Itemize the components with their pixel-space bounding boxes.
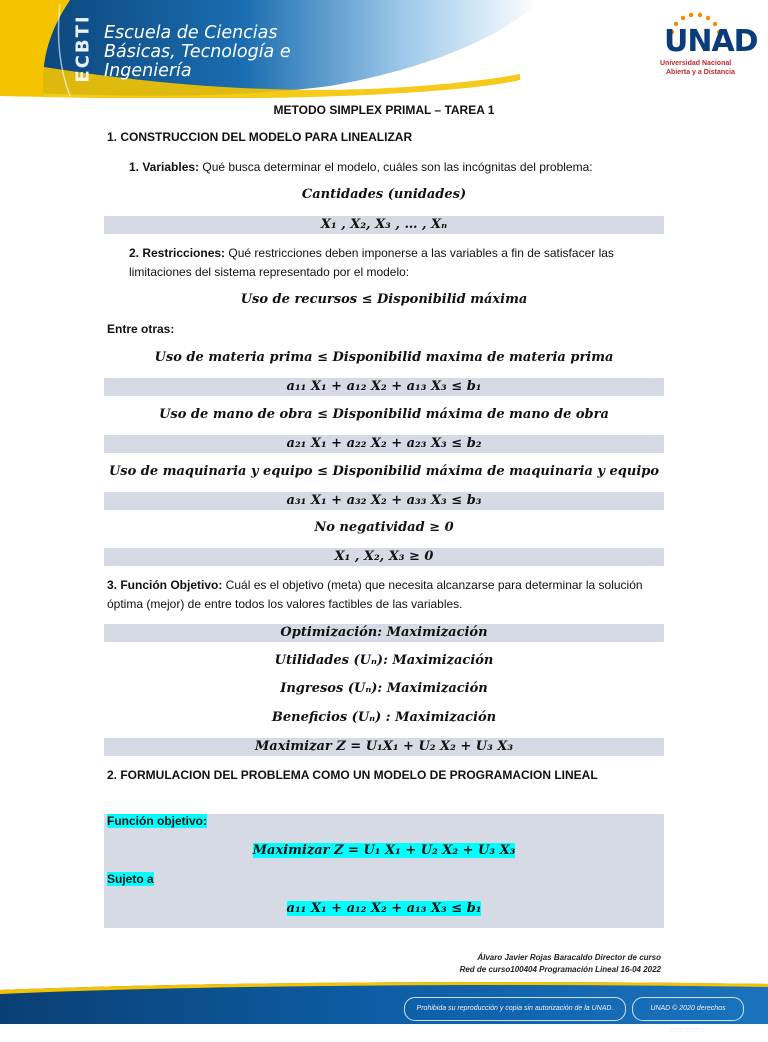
section-1-heading: 1. CONSTRUCCION DEL MODELO PARA LINEALIZAR [107,130,413,144]
ecbti-text: ECBTI [72,14,94,83]
objective-paragraph [107,576,667,614]
section-2-heading: 2. FORMULACION DEL PROBLEMA COMO UN MODELO DE PROGRAMACION LINEAL [107,768,598,782]
unad-wordmark: UNAD [664,24,758,59]
unad-subtitle-2: Abierta y a Distancia [666,69,735,76]
eq-materia-prima: Uso de materia prima ≤ Disponibilid maxima de materia prima [154,350,614,365]
footer-author: Álvaro Javier Rojas Baracaldo Director de curso [477,953,661,962]
variables-label: 1. Variables: [129,160,200,174]
ecbti-acronym [73,14,95,84]
objective-label: 3. Función Objetivo: [107,578,223,592]
eq-no-negatividad-vars: X₁ , X₂, X₃ ≥ 0 [104,548,664,566]
objective-text-2: óptima (mejor) de entre todos los valores factibles de las variables. [107,597,463,611]
eq-cantidades: Cantidades (unidades) [301,187,467,202]
eq-ingresos: Ingresos (Uₙ): Maximización [280,681,488,696]
box-maximizar-wrap [104,842,664,860]
restrictions-label: 2. Restricciones: [129,246,226,260]
school-name [104,24,291,81]
eq-restriction-3: a₃₁ X₁ + a₃₂ X₂ + a₃₃ X₃ ≤ b₃ [104,492,664,510]
restrictions-text-2: limitaciones del sistema representado por el modelo: [129,265,410,279]
eq-optimizacion: Optimización: Maximización [104,624,664,642]
eq-beneficios: Beneficios (Uₙ) : Maximización [271,710,497,725]
page-header [0,0,768,98]
unad-logo [660,18,760,88]
eq-restriction-2: a₂₁ X₁ + a₂₂ X₂ + a₂₃ X₃ ≤ b₂ [104,435,664,453]
box-restriction-wrap [104,900,664,918]
page-title: METODO SIMPLEX PRIMAL – TAREA 1 [273,103,495,117]
variables-text: Qué busca determinar el modelo, cuáles son las incógnitas del problema: [199,160,593,174]
box-sujeto-wrap [107,870,154,889]
school-line-1: Escuela de Ciencias [104,23,278,43]
eq-variables: X₁ , X₂, X₃ , … , Xₙ [104,216,664,234]
box-sujeto-a: Sujeto a [107,872,154,886]
restrictions-text-1: Qué restricciones deben imponerse a las variables a fin de satisfacer las [225,246,614,260]
box-objective-label: Función objetivo: [107,814,207,828]
eq-restriction-1: a₁₁ X₁ + a₁₂ X₂ + a₁₃ X₃ ≤ b₁ [104,378,664,396]
eq-utilidades: Utilidades (Uₙ): Maximización [274,653,494,668]
eq-uso-recursos: Uso de recursos ≤ Disponibilid máxima [240,292,528,307]
unad-subtitle-1: Universidad Nacional [660,60,732,67]
eq-maquinaria: Uso de maquinaria y equipo ≤ Disponibilid máxima de maquinaria y equipo [108,464,660,479]
box-maximizar-z: Maximizar Z = U₁ X₁ + U₂ X₂ + U₃ X₃ [252,843,516,858]
eq-mano-obra: Uso de mano de obra ≤ Disponibilid máxima de mano de obra [159,407,609,422]
entre-otras-label: Entre otras: [107,322,175,336]
school-line-2: Básicas, Tecnología e [104,42,291,62]
objective-text-1: Cuál es el objetivo (meta) que necesita alcanzarse para determinar la solución [222,578,643,592]
restrictions-paragraph [129,244,669,282]
school-line-3: Ingeniería [104,61,192,81]
footer-rights: UNAD © 2020 derechos reservados. [632,997,744,1021]
footer-notice: Prohibida su reproducción y copia sin autorización de la UNAD. [404,997,626,1021]
eq-no-negatividad: No negatividad ≥ 0 [314,520,454,535]
footer-course: Red de curso100404 Programación Lineal 16-04 2022 [459,965,661,974]
eq-maximizar-z: Maximizar Z = U₁X₁ + U₂ X₂ + U₃ X₃ [104,738,664,756]
variables-paragraph [129,158,593,177]
box-restriction-1: a₁₁ X₁ + a₁₂ X₂ + a₁₃ X₃ ≤ b₁ [286,901,482,916]
box-objective-label-wrap [107,812,207,831]
